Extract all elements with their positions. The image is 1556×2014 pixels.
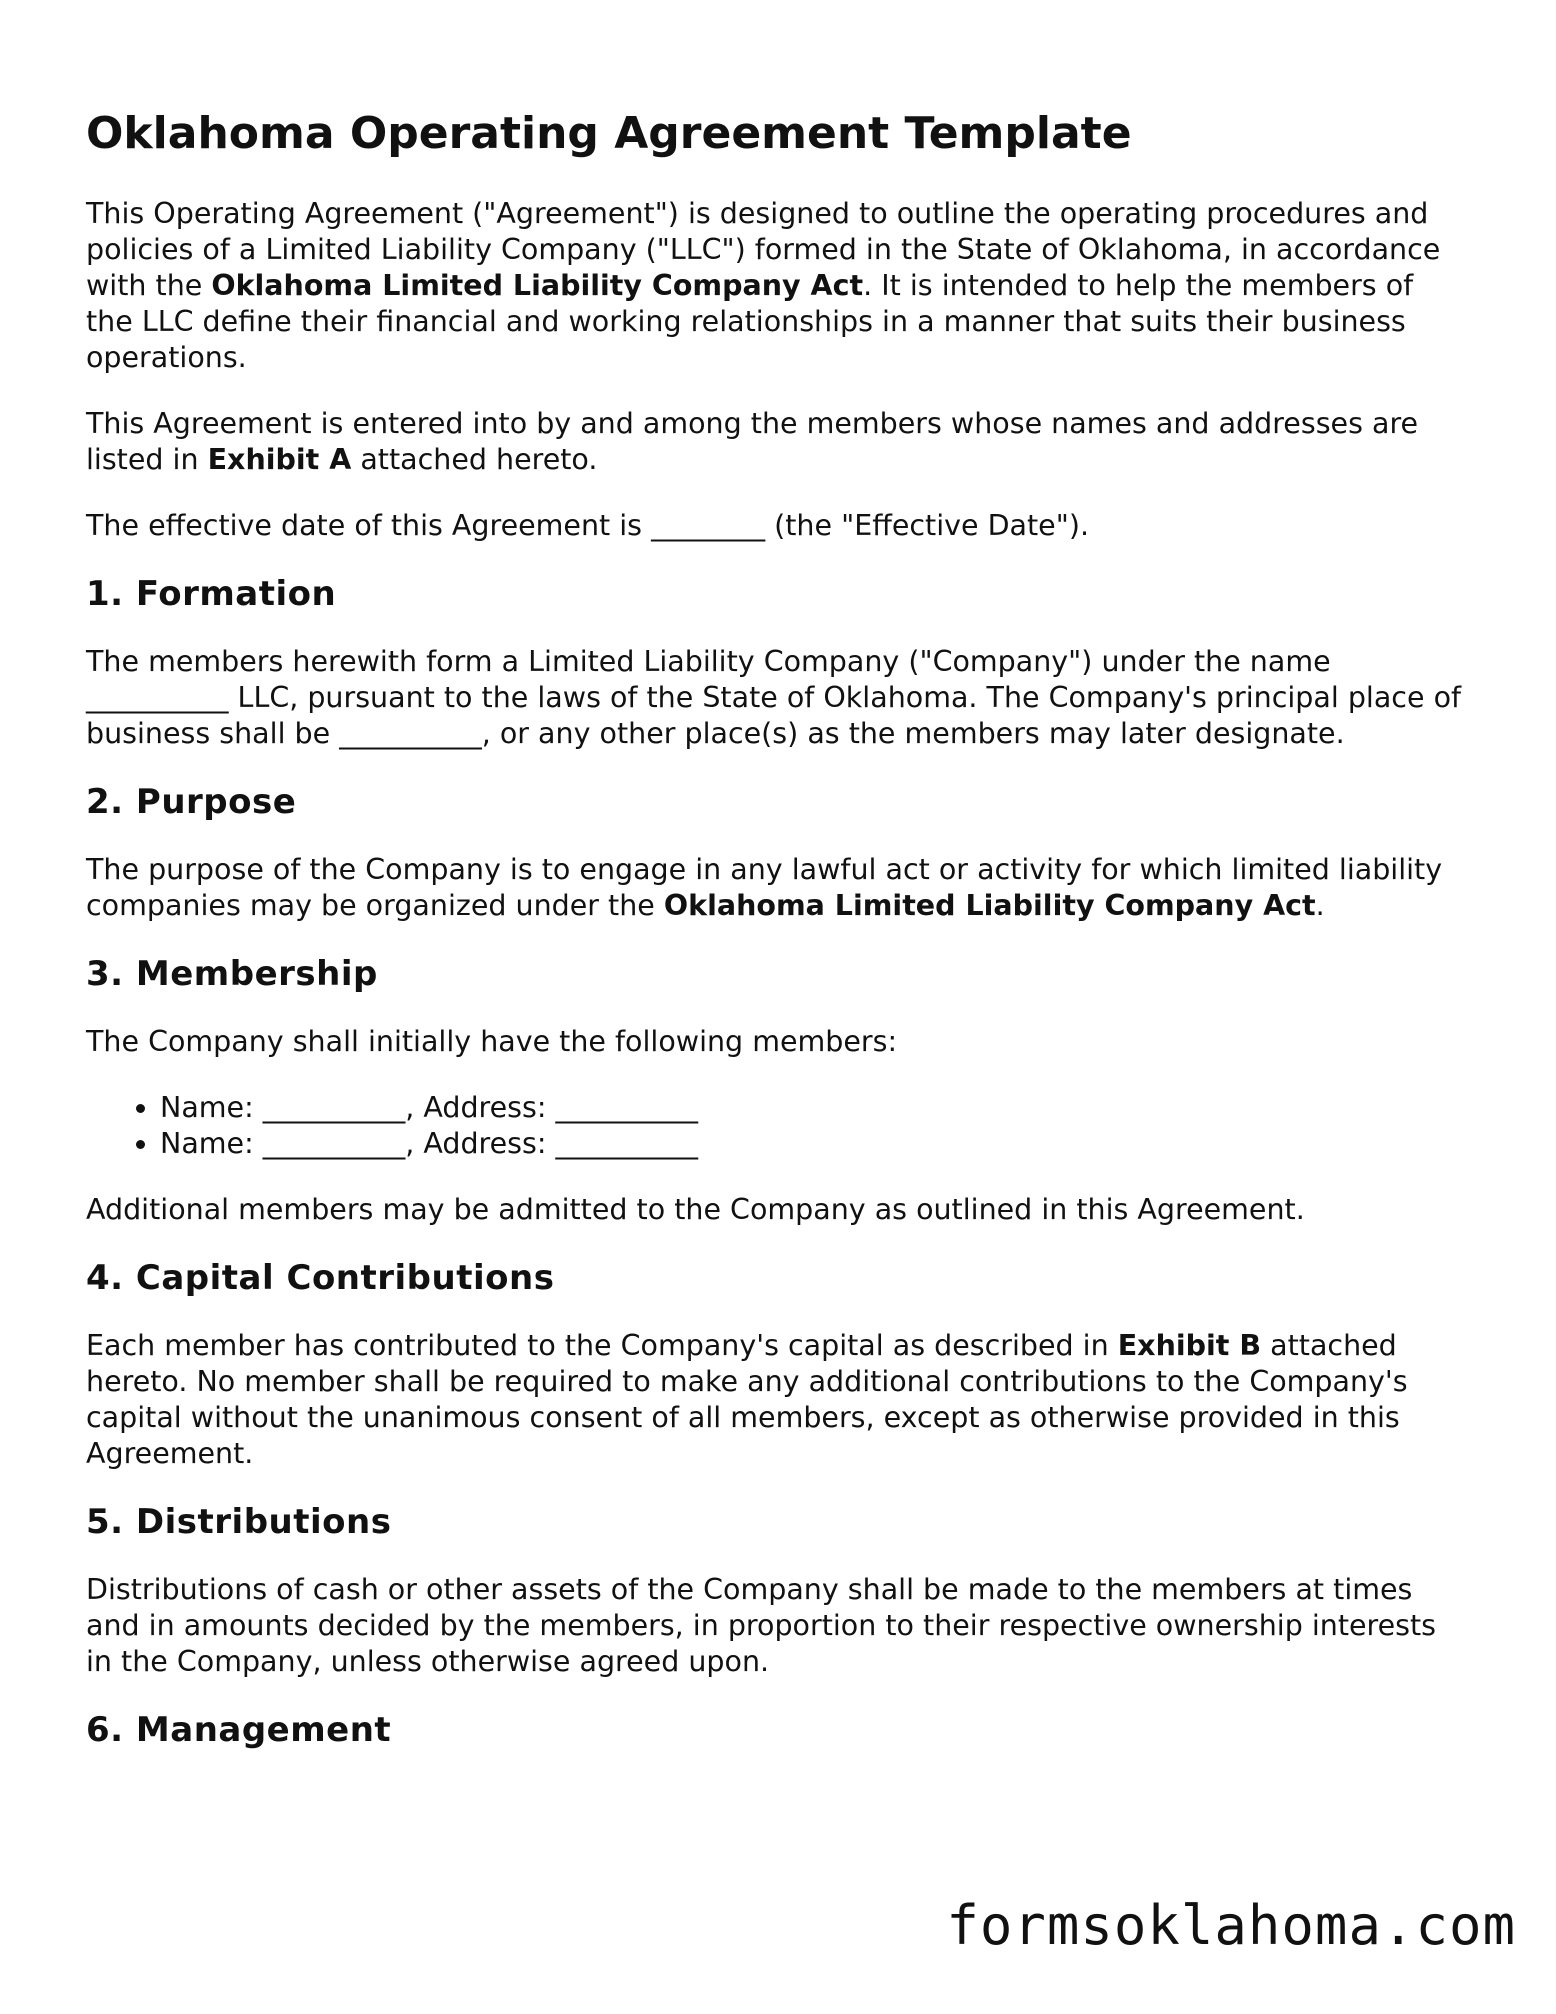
purpose-text xyxy=(86,852,1466,924)
intro-text: This Operating Agreement ("Agreement") is designed to outline the operating procedures and policies of a Limited Liability Company ("LLC") formed in the State of Oklahoma, in accordance with the xyxy=(86,197,1441,302)
member-list-item: • Name: __________, Address: __________ xyxy=(160,1090,1466,1126)
section-heading-management: 6. Management xyxy=(86,1710,392,1750)
intro-paragraph-1 xyxy=(86,196,1466,376)
act-name: Oklahoma Limited Liability Company Act xyxy=(663,889,1316,922)
capital-text-part: attached hereto. No member shall be required to make any additional contributions to the Company's capital without the unanimous consent of all members, except as otherwise provided in this Agreement. xyxy=(86,1329,1408,1470)
document-page xyxy=(86,106,1466,1780)
section-heading-membership: 3. Membership xyxy=(86,954,378,994)
section-heading-formation: 1. Formation xyxy=(86,574,337,614)
intro-text: This Agreement is entered into by and among the members whose names and addresses are listed in xyxy=(86,407,1419,476)
section-heading-capital: 4. Capital Contributions xyxy=(86,1258,555,1298)
section-heading-distributions: 5. Distributions xyxy=(86,1502,392,1542)
act-name: Oklahoma Limited Liability Company Act xyxy=(211,269,864,302)
member-list-item: • Name: __________, Address: __________ xyxy=(160,1126,1466,1162)
document-title: Oklahoma Operating Agreement Template xyxy=(86,108,1132,159)
member-list xyxy=(86,1090,1466,1162)
section-heading-purpose: 2. Purpose xyxy=(86,782,297,822)
capital-text-part: Each member has contributed to the Company's capital as described in xyxy=(86,1329,1118,1362)
formation-text: The members herewith form a Limited Liability Company ("Company") under the name __________ LLC, pursuant to the laws of the State of Oklahoma. The Company's principal place of business shall be __________, or any other place(s) as the members may later designate. xyxy=(86,645,1462,750)
membership-after-text: Additional members may be admitted to the Company as outlined in this Agreement. xyxy=(86,1193,1305,1226)
distributions-text: Distributions of cash or other assets of the Company shall be made to the members at times and in amounts decided by the members, in proportion to their respective ownership interests in the Company, unless otherwise agreed upon. xyxy=(86,1573,1437,1678)
purpose-text-part: The purpose of the Company is to engage in any lawful act or activity for which limited liability companies may be organized under the xyxy=(86,853,1443,922)
intro-text: attached hereto. xyxy=(351,443,598,476)
intro-text: . It is intended to help the members of the LLC define their financial and working relationships in a manner that suits their business operations. xyxy=(86,269,1414,374)
exhibit-a-ref: Exhibit A xyxy=(207,443,352,476)
membership-text: The Company shall initially have the following members: xyxy=(86,1025,898,1058)
capital-text xyxy=(86,1328,1466,1472)
exhibit-b-ref: Exhibit B xyxy=(1117,1329,1262,1362)
purpose-text-part: . xyxy=(1315,889,1325,922)
effective-date-paragraph: The effective date of this Agreement is ________ (the "Effective Date"). xyxy=(86,509,1089,542)
intro-paragraph-2 xyxy=(86,406,1466,478)
site-watermark: formsoklahoma.com xyxy=(946,1894,1516,1957)
